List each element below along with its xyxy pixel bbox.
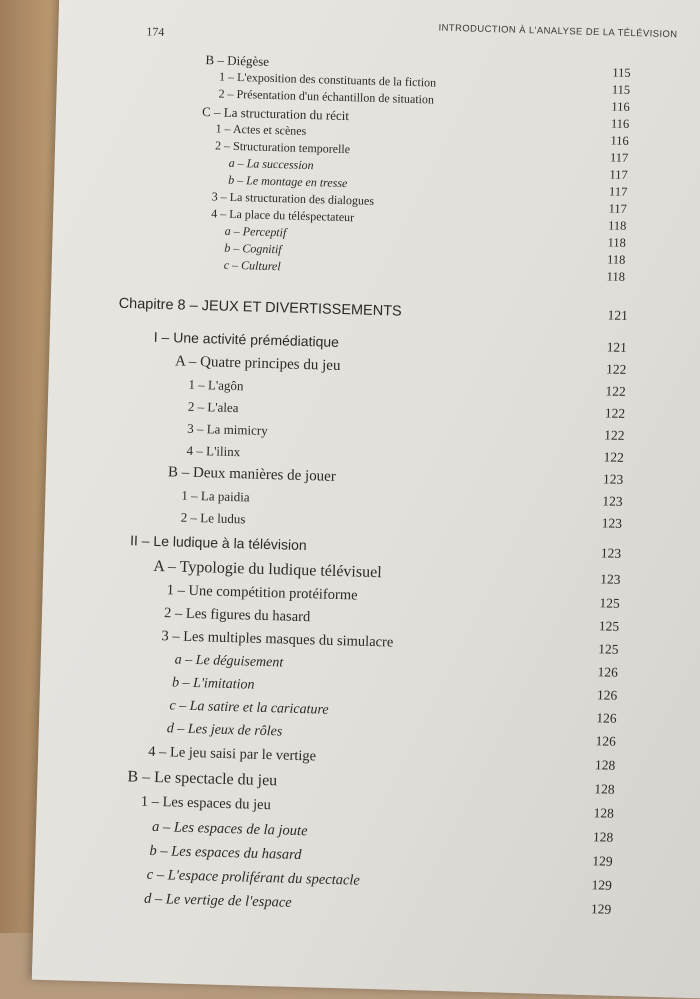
toc-page-number: 121	[607, 307, 629, 323]
toc-page-number: 118	[607, 235, 627, 250]
toc-page-number: 123	[601, 515, 623, 531]
book-page	[32, 0, 700, 999]
toc-page-number: 122	[605, 361, 627, 377]
toc-page-number: 117	[608, 201, 628, 216]
toc-page-number: 128	[594, 781, 615, 797]
toc-page-number: 128	[593, 805, 615, 821]
toc-page-number: 122	[605, 383, 626, 399]
toc-page-number: 118	[607, 218, 627, 233]
toc-entry: 1 – Actes et scènes	[215, 121, 307, 138]
toc-page-number: 118	[606, 252, 626, 267]
toc-entry: A – Typologie du ludique télévisuel	[153, 557, 382, 582]
toc-page-number: 117	[609, 167, 628, 182]
toc-entry: B – Deux manières de jouer	[167, 464, 337, 485]
toc-page-number: 115	[612, 65, 631, 80]
toc-page-number: 129	[591, 877, 613, 893]
toc-page-number: 129	[592, 853, 613, 869]
toc-page-number: 123	[600, 545, 622, 561]
table-of-contents	[32, 0, 700, 999]
toc-entry: 2 – Le ludus	[180, 509, 246, 527]
toc-entry: C – La structuration du récit	[201, 104, 350, 124]
toc-page-number: 126	[596, 687, 618, 703]
toc-page-number: 122	[604, 427, 625, 443]
toc-page-number: 125	[598, 618, 620, 634]
toc-page-number: 129	[590, 901, 612, 917]
toc-entry: b – Cognitif	[224, 240, 282, 257]
toc-entry: 4 – Le jeu saisi par le vertige	[147, 743, 317, 765]
toc-entry: 4 – L'ilinx	[186, 442, 241, 460]
toc-entry: II – Le ludique à la télévision	[129, 532, 307, 554]
toc-entry: a – Perceptif	[224, 223, 287, 240]
toc-page-number: 117	[608, 184, 628, 199]
toc-entry: a – Les espaces de la joute	[151, 818, 308, 840]
toc-entry: 1 – L'exposition des constituants de la fiction	[218, 69, 437, 90]
toc-entry: 3 – Les multiples masques du simulacre	[161, 628, 394, 651]
toc-entry: Chapitre 8 – JEUX ET DIVERTISSEMENTS	[118, 295, 402, 320]
toc-page-number: 123	[600, 571, 621, 587]
page-number: 174	[146, 24, 165, 39]
toc-page-number: 116	[610, 133, 629, 148]
toc-page-number: 128	[594, 757, 616, 773]
toc-entry: 3 – La structuration des dialogues	[211, 189, 375, 208]
toc-page-number: 115	[611, 82, 631, 97]
toc-page-number: 117	[609, 150, 629, 165]
toc-entry: 3 – La mimicry	[187, 420, 268, 438]
toc-entry: 1 – Les espaces du jeu	[140, 793, 272, 814]
toc-entry: c – L'espace proliférant du spectacle	[146, 866, 361, 889]
toc-page-number: 123	[602, 471, 624, 487]
toc-entry: 1 – La paidia	[181, 487, 250, 505]
toc-page-number: 122	[604, 405, 626, 421]
toc-entry: 2 – Structuration temporelle	[214, 138, 351, 157]
toc-entry: d – Les jeux de rôles	[166, 721, 283, 740]
toc-entry: I – Une activité prémédiatique	[153, 328, 340, 350]
running-head: INTRODUCTION À L'ANALYSE DE LA TÉLÉVISION	[438, 22, 678, 41]
toc-entry: c – Culturel	[223, 257, 281, 274]
toc-page-number: 116	[611, 99, 630, 114]
toc-page-number: 126	[597, 664, 619, 680]
toc-page-number: 121	[606, 339, 628, 355]
toc-entry: c – La satire et la caricature	[169, 698, 329, 718]
toc-entry: b – L'imitation	[171, 675, 255, 693]
toc-entry: d – Le vertige de l'espace	[143, 890, 292, 911]
toc-page-number: 123	[602, 493, 623, 509]
toc-page-number: 126	[595, 733, 617, 749]
toc-entry: 1 – Une compétition protéiforme	[166, 582, 358, 604]
toc-entry: a – Le déguisement	[174, 652, 284, 671]
toc-page-number: 125	[598, 641, 619, 657]
toc-page-number: 126	[596, 710, 617, 726]
toc-entry: 2 – Les figures du hasard	[163, 605, 311, 626]
toc-entry: 4 – La place du téléspectateur	[211, 206, 355, 225]
toc-page-number: 128	[592, 829, 614, 845]
toc-entry: A – Quatre principes du jeu	[174, 353, 341, 374]
toc-entry: a – La succession	[228, 155, 314, 173]
toc-entry: 2 – L'alea	[187, 398, 239, 416]
toc-entry: b – Les espaces du hasard	[149, 842, 302, 864]
toc-page-number: 125	[599, 595, 620, 611]
toc-entry: B – Le spectacle du jeu	[127, 768, 278, 790]
toc-entry: 1 – L'agôn	[188, 376, 244, 394]
toc-entry: B – Diégèse	[205, 52, 270, 69]
toc-entry: 2 – Présentation d'un échantillon de situation	[218, 86, 435, 107]
toc-entry: b – Le montage en tresse	[228, 172, 348, 191]
toc-page-number: 118	[606, 269, 626, 284]
toc-page-number: 122	[603, 449, 625, 465]
toc-page-number: 116	[610, 116, 630, 131]
